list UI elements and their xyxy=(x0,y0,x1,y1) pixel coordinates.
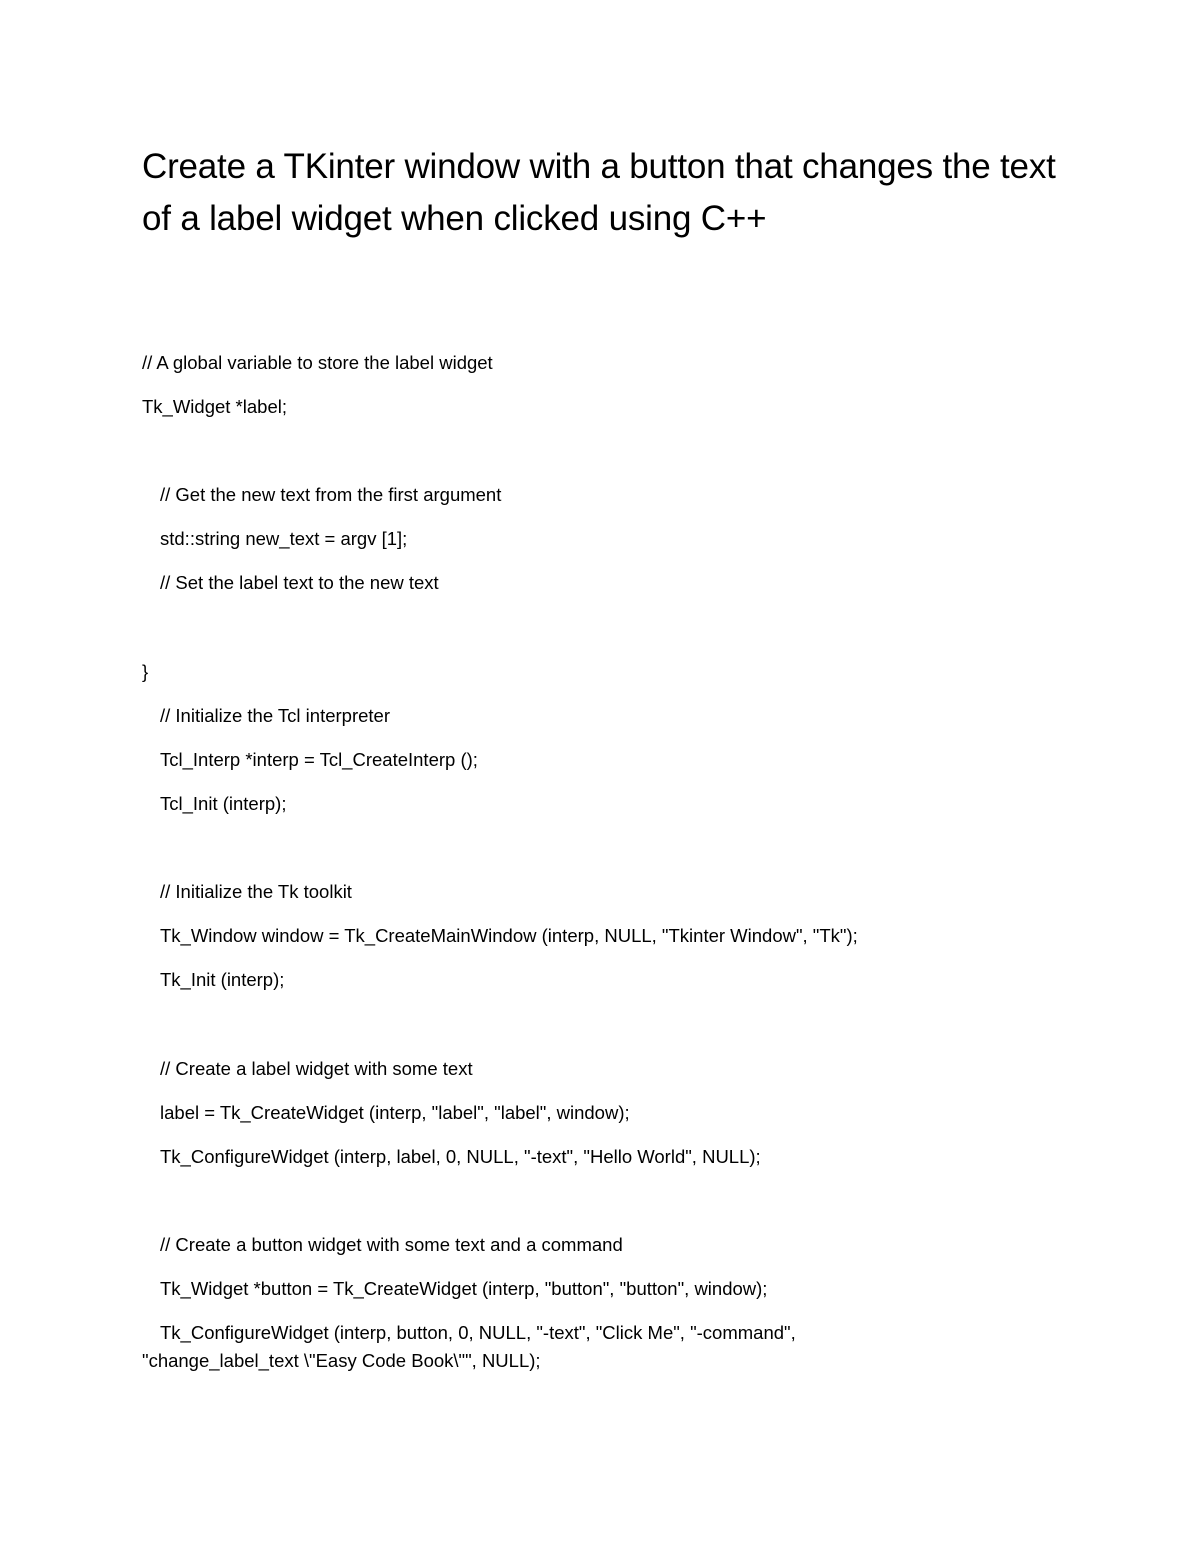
code-comment-global-variable: // A global variable to store the label widget xyxy=(142,352,493,373)
code-line-configure-button: Tk_ConfigureWidget (interp, button, 0, NULL, "-text", "Click Me", "-command", xyxy=(160,1322,796,1343)
code-line-create-main-window: Tk_Window window = Tk_CreateMainWindow (interp, NULL, "Tkinter Window", "Tk"); xyxy=(160,925,858,946)
code-line-tk-init: Tk_Init (interp); xyxy=(160,969,285,990)
document-title: Create a TKinter window with a button that changes the text of a label widget when clicked using C++ xyxy=(142,147,1056,238)
code-comment-init-tk: // Initialize the Tk toolkit xyxy=(160,881,352,902)
code-line-tcl-init: Tcl_Init (interp); xyxy=(160,793,287,814)
code-line-create-label-widget: label = Tk_CreateWidget (interp, "label", "label", window); xyxy=(160,1102,630,1123)
code-comment-create-label: // Create a label widget with some text xyxy=(160,1058,473,1079)
code-line-new-text: std::string new_text = argv [1]; xyxy=(160,528,408,549)
code-line-create-interp: Tcl_Interp *interp = Tcl_CreateInterp (); xyxy=(160,749,478,770)
code-line-configure-label: Tk_ConfigureWidget (interp, label, 0, NULL, "-text", "Hello World", NULL); xyxy=(160,1146,761,1167)
code-line-create-button-widget: Tk_Widget *button = Tk_CreateWidget (interp, "button", "button", window); xyxy=(160,1278,768,1299)
code-line-label-declaration: Tk_Widget *label; xyxy=(142,396,287,417)
code-comment-get-new-text: // Get the new text from the first argument xyxy=(160,484,502,505)
code-comment-create-button: // Create a button widget with some text and a command xyxy=(160,1234,623,1255)
code-comment-init-tcl: // Initialize the Tcl interpreter xyxy=(160,705,390,726)
code-line-configure-button-continuation: "change_label_text \"Easy Code Book\"", NULL); xyxy=(142,1350,541,1371)
code-line-closing-brace: } xyxy=(142,661,149,682)
code-comment-set-label-text: // Set the label text to the new text xyxy=(160,572,439,593)
